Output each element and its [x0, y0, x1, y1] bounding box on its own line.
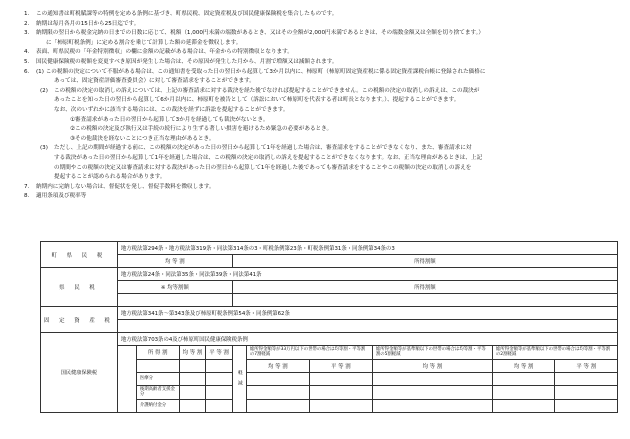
kokuho-cell: [555, 399, 618, 412]
note-6-3-line: の期間やこの税額の決定又は審査請求に対する裁決があった日の翌日から起算して1年を経過した後であっても審査請求をすることやこの税額の決定の取消しの訴えを: [54, 164, 472, 171]
note-6-2: (2) この税額の決定の取消しの訴えについては、上記の審査請求に対する裁決を経た後でなければ提起することができません。この税額の決定の取消しの訴えは、この裁決が: [40, 87, 480, 94]
kenmin-shotoku: 所得割額: [232, 281, 617, 294]
kokuho-cell: [206, 385, 233, 399]
kokuho-cell: [179, 359, 206, 372]
kokuho-cell: [246, 385, 309, 399]
row-choken: [41, 242, 618, 255]
kokuho-cell: [136, 359, 179, 372]
kokuho-cell: [309, 372, 372, 385]
choken-shotoku: 所得割額: [232, 255, 617, 268]
laws-kotei: 地方税法第341条～第343条及び柿原町税条例第54条・同条例第62条: [117, 307, 617, 320]
note-6-2-line: あったことを知った日の翌日から起算して6か月以内に、柿原町を被告として（訴訟において柿原町を代表する者は町長となります。）、提起することができます。: [54, 97, 460, 104]
kokuho-cell: [309, 399, 372, 412]
kenmin-shotoku-value: [232, 294, 617, 307]
row-kenmin: [41, 268, 618, 281]
label-kokuho: 国民健康保険税: [41, 333, 118, 413]
kokuho-keigen-label: 軽 減: [232, 346, 246, 413]
kokuho-cell: [492, 372, 555, 385]
kokuho-cell: [246, 399, 309, 412]
kokuho-note-b: 総所得金額等が基準額以下の世帯の場合は均等割・平等割の5割軽減: [372, 346, 492, 360]
note-6: 6. (1) この税額の決定について不服がある場合は、この通知書を受取った日の翌日から起算して3か月以内に、柿原町（柿原町固定資産税に係る固定資産課税台帳に登録された価格に: [24, 68, 486, 75]
kenmin-kinto-value: [117, 294, 232, 307]
note-6-2-case: ②この税額の決定及び執行又は手続の続行により生ずる著しい損害を避けるため緊急の必要があるとき。: [70, 126, 333, 133]
kokuho-note-c: 総所得金額等が基準額以下の世帯の場合は均等割・平等割の2割軽減: [492, 346, 617, 360]
note-6-3-line: する裁決があった日の翌日から起算して1年を経過した場合は、この税額の決定の取消しの訴えを提起することができなくなります。なお、正当な理由があるときは、上記: [54, 154, 483, 161]
kokuho-rowhead: [117, 346, 136, 413]
row-kokuho: [41, 333, 618, 346]
choken-kinto: 均 等 割: [117, 255, 232, 268]
kokuho-shotoku-header: 所 得 割: [136, 346, 179, 360]
note-7: 7. 納期内に完納しない場合は、督促状を発し、督促手数料を徴収します。: [24, 183, 215, 190]
note-3: 3. 納期限の翌日から税金完納の日までの日数に応じて、税額（1,000円未満の端数があるとき、又はその全額が2,000円未満であるときは、その端数金額又は全額を切り捨てます。）: [24, 30, 484, 37]
kokuho-cell: [555, 372, 618, 385]
kokuho-cell: [492, 399, 555, 412]
note-6-3: (3) ただし、上記の期間が経過する前に、この税額の決定があった日の翌日から起算して1年を経過した場合は、審査請求をすることができなくなり、また、審査請求に対: [40, 145, 472, 152]
note-6-cont: あっては、固定資産評価審査委員会）に対して審査請求をすることができます。: [54, 78, 255, 85]
note-5: 5. 国民健康保険税の税額を変更すべき原因が発生した場合は、その原因が発生した月から、月割で増額又は減額されます。: [24, 58, 338, 65]
kokuho-cell: [206, 399, 233, 412]
note-6-2-case: ③その他裁決を経ないことにつき正当な理由があるとき。: [70, 135, 215, 142]
kokuho-cell: [206, 372, 233, 385]
kokuho-cell: [179, 399, 206, 412]
label-choken: 町 県 民 税: [41, 242, 118, 268]
kokuho-cell: [372, 372, 492, 385]
note-3-cont: に「柿原町税条例」に定める割合を乗じて計算した額の延滞金を徴収します。: [46, 39, 242, 46]
kotei-value: [117, 320, 617, 333]
kokuho-cell: [179, 372, 206, 385]
kokuho-row1: 医療分: [136, 372, 179, 385]
note-2: 2. 納期は毎月各月の15日から25日迄です。: [24, 20, 140, 27]
law-table: [40, 241, 618, 413]
notes-section: [24, 10, 620, 202]
laws-kokuho: 地方税法第703条の4及び柿原町国民健康保険税条例: [117, 333, 617, 346]
row-kotei: [41, 307, 618, 320]
kokuho-kinto-header: 均 等 割: [179, 346, 206, 360]
kokuho-cell: [309, 385, 372, 399]
note-8: 8. 適用条項及び税率等: [24, 193, 87, 200]
kokuho-a-kinto: 均 等 割: [246, 359, 309, 372]
kokuho-cell: [492, 385, 555, 399]
laws-choken: 地方税法第294条・地方税法第319条・同法第314条の3・町税条例第23条・町税条例第31条・同条例第34条の3: [117, 242, 617, 255]
kokuho-cell: [206, 359, 233, 372]
kokuho-a-byodo: 平 等 割: [309, 359, 372, 372]
note-6-3-line: 提起することが認められる場合があります。: [54, 174, 166, 181]
kokuho-cell: [555, 385, 618, 399]
kokuho-c-kinto: 均 等 割: [492, 359, 555, 372]
laws-kenmin: 地方税法第24条・同法第35条・同法第39条・同法第41条: [117, 268, 617, 281]
note-6-2-line: なお、次のいずれかに該当する場合には、この裁決を経ずに訴訟を提起することができます。: [54, 106, 289, 113]
label-kenmin: 県 民 税: [41, 268, 118, 307]
kokuho-cell: [372, 385, 492, 399]
kokuho-note-a: 総所得金額等が33万円以下の世帯の場合は均等割・平等割の7割軽減: [246, 346, 372, 360]
kenmin-kinto: ※ 均等割額: [117, 281, 232, 294]
note-1: 1. この通知書は町税賦課等の特例を定める条例に基づき、町県民税、固定資産税及び国民健康保険税を集合したものです。: [24, 11, 338, 17]
kokuho-cell: [372, 399, 492, 412]
kokuho-c-byodo: 平 等 割: [555, 359, 618, 372]
kokuho-cell: [179, 385, 206, 399]
kokuho-row2: 後期高齢者支援金分: [136, 385, 179, 399]
kokuho-b-kinto: 均 等 割: [372, 359, 492, 372]
kokuho-cell: [246, 372, 309, 385]
kokuho-byodo-header: 平 等 割: [206, 346, 233, 360]
note-4: 4. 表面、町県民税の「年金特別徴収」の欄に金額の記載がある場合は、年金からの特別徴収となります。: [24, 49, 293, 56]
kokuho-row3: 介護納付金分: [136, 399, 179, 412]
label-kotei: 固 定 資 産 税: [41, 307, 118, 333]
note-6-2-case: ①審査請求があった日の翌日から起算して3か月を経過しても裁決がないとき。: [70, 116, 269, 123]
